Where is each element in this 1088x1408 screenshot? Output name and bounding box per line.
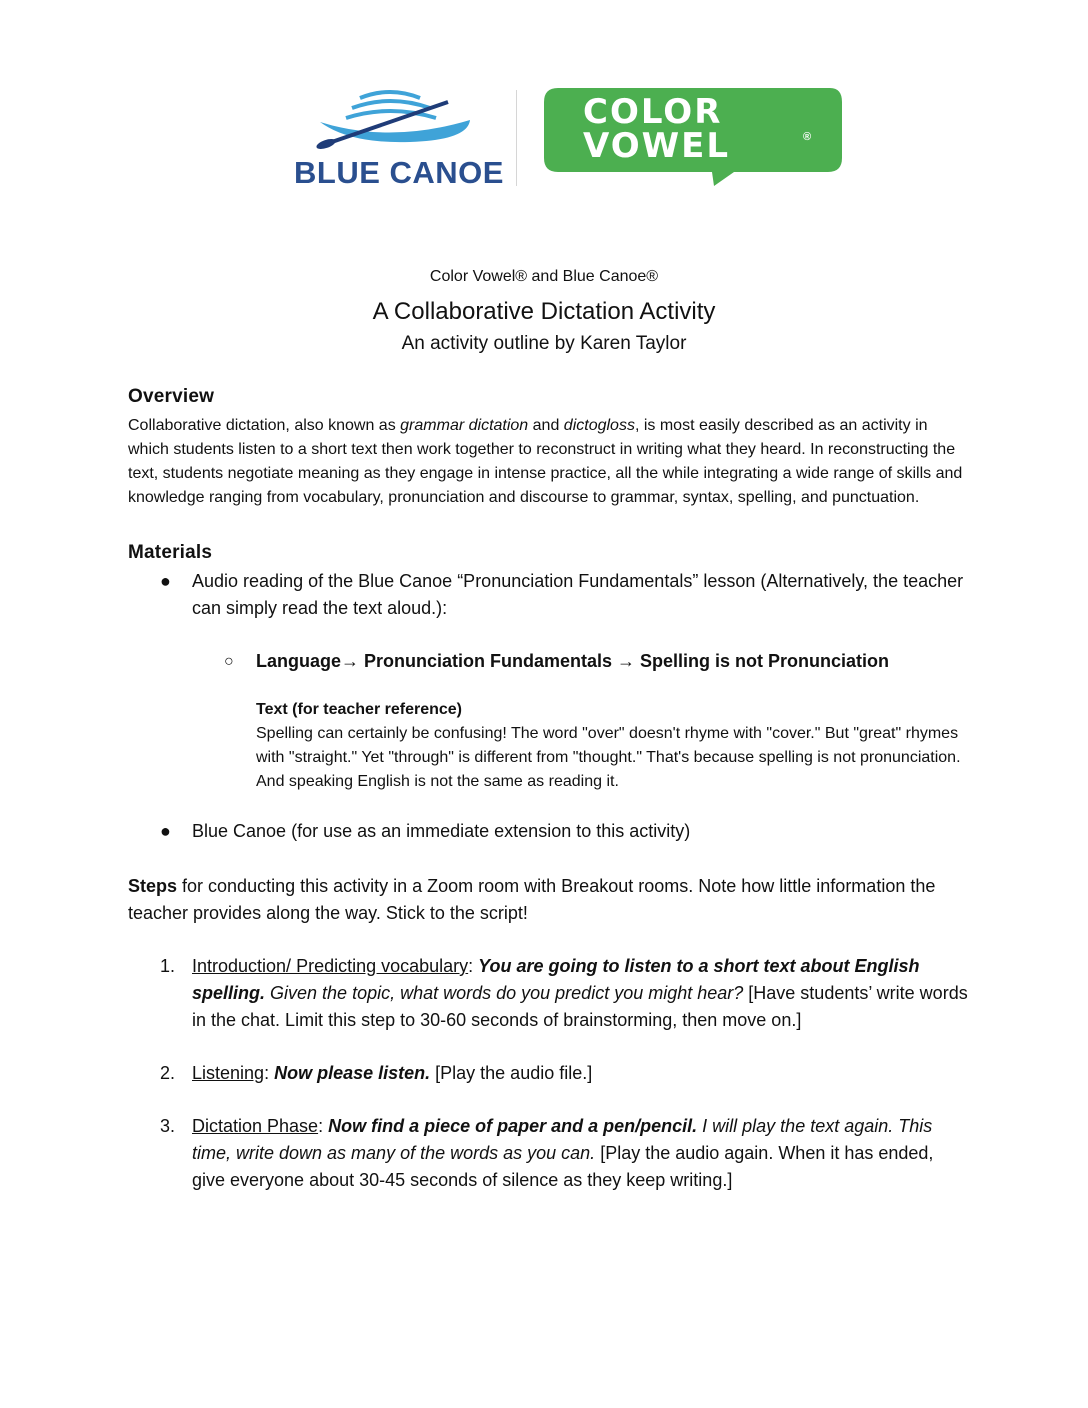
step-number: 1. — [160, 956, 176, 976]
bullet-icon: ● — [160, 821, 171, 841]
step-instruction: [Have students’ write words in the chat. Limit this step to 30-60 seconds of brainstorming, then move on.] — [192, 983, 968, 1030]
lesson-path-text: Language→ Pronunciation Fundamentals → Spelling is not Pronunciation — [256, 651, 890, 671]
reference-text: Spelling can certainly be confusing! The word "over" doesn't rhyme with "cover." But "great" rhymes with "straight." Yet "through" is different from "thought." That's because spelling is not pronunciation. And speaking English is not the same as reading it. — [256, 725, 961, 790]
step-number: 3. — [160, 1116, 176, 1136]
term-dictogloss: dictogloss — [563, 417, 635, 434]
step-script: Now find a piece of paper and a pen/pencil. — [328, 1116, 698, 1136]
overview-text-after: , is most easily described as an activity in which students listen to a short text then work together to reconstruct in writing what they heard. In reconstructing the text, students negotiate meaning as they engage in intense practice, all the while integrating a wide range of skills and knowledge ranging from vocabulary, pronunciation and discourse to grammar, syntax, spelling, and punctuation. — [128, 417, 963, 506]
steps-intro — [128, 873, 968, 927]
logo-divider — [516, 90, 517, 186]
list-item — [128, 818, 968, 845]
step-item — [128, 953, 968, 1034]
circle-bullet-icon: ○ — [224, 653, 234, 670]
step-number: 2. — [160, 1063, 176, 1083]
overview-paragraph — [128, 414, 968, 510]
steps-list — [128, 953, 968, 1194]
step-script: Now please listen. — [274, 1063, 431, 1083]
term-grammar-dictation: grammar dictation — [400, 417, 529, 434]
color-vowel-wordmark-line1: COLOR — [583, 92, 723, 132]
list-item — [128, 568, 968, 794]
overview-heading: Overview — [128, 386, 215, 407]
overview-text-and: and — [528, 417, 564, 434]
registered-mark: ® — [803, 131, 812, 143]
materials-item-audio: Audio reading of the Blue Canoe “Pronunciation Fundamentals” lesson (Alternatively, the teacher can simply read the text aloud.): — [192, 571, 964, 618]
step-separator: : — [264, 1063, 275, 1083]
step-item — [128, 1113, 968, 1194]
materials-item-blue-canoe: Blue Canoe (for use as an immediate extension to this activity) — [192, 821, 691, 841]
logo-header — [0, 0, 1088, 230]
materials-heading: Materials — [128, 542, 213, 563]
document-header — [0, 266, 1088, 357]
document-body — [128, 384, 968, 1220]
teacher-reference — [128, 698, 968, 794]
step-script-italic: Given the topic, what words do you predict you might hear? — [265, 983, 744, 1003]
step-label: Listening — [192, 1063, 265, 1083]
step-item — [128, 1060, 968, 1087]
step-instruction: [Play the audio again. When it has ended, give everyone about 30-45 seconds of silence as they keep writing.] — [192, 1143, 934, 1190]
step-separator: : — [318, 1116, 329, 1136]
color-vowel-wordmark-line2: VOWEL — [583, 126, 731, 166]
materials-list — [128, 568, 968, 845]
reference-title: Text (for teacher reference) — [256, 701, 462, 718]
page-subtitle: An activity outline by Karen Taylor — [401, 333, 687, 354]
step-label: Dictation Phase — [192, 1116, 319, 1136]
step-separator: : — [468, 956, 479, 976]
step-label: Introduction/ Predicting vocabulary — [192, 956, 469, 976]
step-instruction: [Play the audio file.] — [430, 1063, 593, 1083]
lesson-path — [128, 648, 968, 675]
bullet-icon: ● — [160, 571, 171, 591]
page-title: A Collaborative Dictation Activity — [372, 298, 716, 325]
brand-line: Color Vowel® and Blue Canoe® — [429, 268, 659, 285]
step-script: You are going to listen to a short text about English spelling. — [192, 956, 920, 1003]
step-script-italic: I will play the text again. This time, write down as many of the words as you can. — [192, 1116, 933, 1163]
overview-text-before: Collaborative dictation, also known as — [128, 417, 401, 434]
steps-label: Steps — [128, 876, 178, 896]
blue-canoe-wordmark: BLUE CANOE — [294, 155, 504, 190]
steps-intro-text: for conducting this activity in a Zoom room with Breakout rooms. Note how little information the teacher provides along the way. Stick to the script! — [128, 876, 936, 923]
